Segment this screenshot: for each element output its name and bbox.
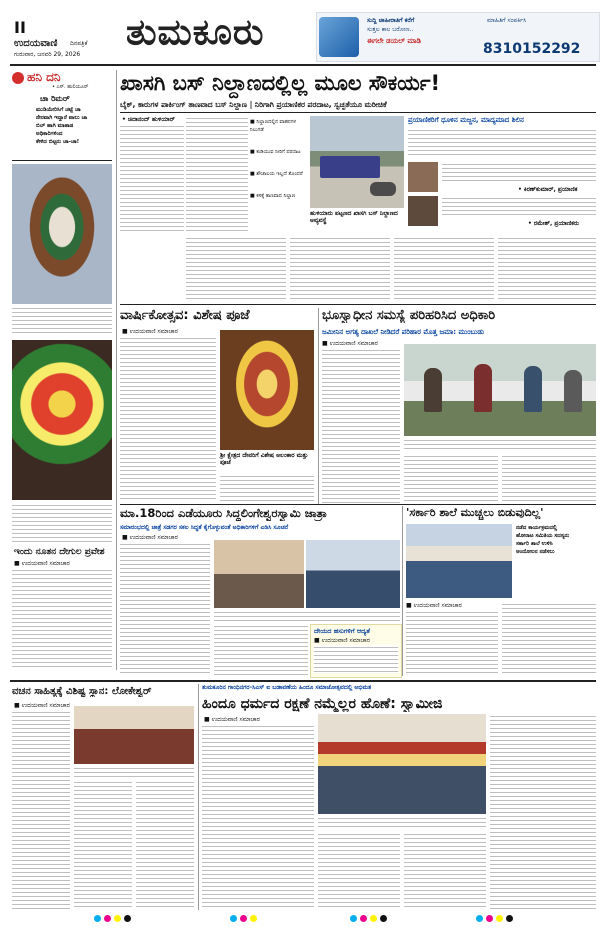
issue-date: ಗುರುವಾರ, ಜನವರಿ 29, 2026	[14, 51, 81, 58]
lead-text-bottom-1	[186, 236, 286, 300]
box-headline: ದೇಯದ ಹಸುಗಳಿಗೆ ಆದ್ಯತೆ	[314, 627, 370, 635]
lead-box	[408, 116, 596, 234]
registration-dot	[240, 915, 247, 922]
story-headline: 'ಸರ್ಕಾರಿ ಶಾಲೆ ಮುಚ್ಚಲು ಬಿಡುವುದಿಲ್ಲ'	[406, 506, 544, 519]
box-line: ಸರ್ಕಾರಿ ಶಾಲೆ ಉಳಿಸಿ	[516, 541, 553, 547]
column-logo-block	[12, 70, 108, 92]
bus-shape	[320, 156, 380, 178]
bottom-section-rule	[10, 680, 596, 682]
story-text	[318, 832, 400, 910]
lead-box-text	[408, 128, 596, 158]
story-text	[74, 780, 132, 910]
story-text	[322, 348, 400, 504]
masthead-ad	[316, 12, 600, 62]
registration-dot	[360, 915, 367, 922]
story-text	[202, 724, 314, 910]
story-text	[404, 832, 486, 910]
story-subhead: ಸಮಾರಂಭದಲ್ಲಿ ಜಾತ್ರೆ ಸಡಗರ ಸಕಲ ಸಿದ್ಧತೆ ಕೈಗೊಳ್ಳುವಂತೆ ಅಧಿಕಾರಿಗಳಿಗೆ ಎಡಿಸಿ ಸೂಚನೆ	[120, 524, 289, 531]
box-line: ಆಂದೋಲನ ನಡೆಸಲು	[516, 549, 555, 555]
poem-line: ಮುಡಿಯೇರಿಸಿಗೆ ಚಟ್ಟೆ ಚಾ	[36, 107, 81, 113]
district-title: ತುಮಕೂರು	[126, 12, 265, 53]
story-text	[12, 710, 70, 910]
jatra-meeting-photo	[214, 540, 304, 608]
story-text	[220, 474, 314, 502]
ad-line-3: ಈಗಲೇ ಡಯಲ್ ಮಾಡಿ	[367, 37, 421, 45]
masthead	[0, 0, 600, 64]
lead-byline: • ಚಿದಾನಂದ್ ಹುಳಿಯಾರ್	[122, 116, 175, 123]
column-logo: ಹನಿ ದನಿ	[27, 70, 61, 84]
bullet-item: ■ ಕಸಕ್ಕೆ ತಾಣವಾದ ನಿಲ್ದಾಣ	[250, 193, 296, 199]
column-subhead: ಚಾ ರಿಮರ್	[40, 94, 70, 103]
story-kicker	[202, 684, 596, 694]
school-quote-box	[516, 524, 596, 598]
box-byline: ■ ಉದಯವಾಣಿ ಸಮಾಚಾರ	[314, 637, 370, 644]
lead-text-bottom-4	[498, 236, 596, 300]
box-line: ನಡೆದ ಕಾರ್ಯಕ್ರಮದಲ್ಲಿ	[516, 525, 558, 531]
samajotsava-crowd-photo	[318, 714, 486, 814]
story-text	[406, 610, 498, 676]
registration-dot	[476, 915, 483, 922]
bike-shape	[370, 182, 396, 196]
school-protest-photo	[406, 524, 512, 598]
person-shape	[564, 370, 582, 412]
flower-decoration-photo	[12, 340, 112, 500]
story-headline: ವಾರ್ಷಿಕೋತ್ಸವ: ವಿಶೇಷ ಪೂಜೆ	[120, 308, 250, 323]
registration-dot	[94, 915, 101, 922]
vachana-event-photo	[74, 706, 194, 764]
story-byline: ■ ಉದಯವಾಣಿ ಸಮಾಚಾರ	[122, 328, 178, 335]
box-line: ಹೋರಾಟ ಸಮಿತಿಯ ಸದಸ್ಯರು	[516, 533, 570, 539]
story-headline: ವಚನ ಸಾಹಿತ್ಯಕ್ಕೆ ವಿಶಿಷ್ಟ ಸ್ಥಾನ: ಲೋಕೇಶ್ವರ್	[12, 686, 152, 697]
column-author: • ಎಸ್. ಹುಲಿಯೂರ್	[52, 84, 89, 90]
story-subhead: ಜಮೀನಿನ ಅಗತ್ಯ ದಾಖಲೆ ನೀಡಿದರೆ ಪರಿಹಾರ ಮೊತ್ತ ಜಮಾ: ಮುಂಬುಡು	[322, 328, 485, 336]
story-text	[214, 624, 308, 676]
story-photo-caption: ಶ್ರೀ ಕ್ಷೇತ್ರದ ದೇವರಿಗೆ ವಿಶೇಷ ಅಲಂಕಾರ ಮತ್ತು ಪೂಜೆ	[220, 452, 308, 466]
story-headline: ಮಾ.18ರಿಂದ ಎಡೆಯೂರು ಸಿದ್ಧಲಿಂಗೇಶ್ವರಸ್ವಾಮಿ ಜಾತ್ರಾ	[120, 506, 328, 520]
bullet-item: ■ ಕುಡಿಯುವ ನೀರಿಗೆ ಪರದಾಟ	[250, 149, 301, 155]
column-rule	[198, 684, 199, 910]
story-headline: ಇಂದು ನೂತನ ದೇಗುಲ ಪ್ರವೇಶ	[14, 547, 105, 557]
bullet-item: ■ ನಿಲ್ದಾಣದಲ್ಲಿನ ವಾಹನಗಳ ನಿಲುಗಡೆ	[250, 119, 297, 133]
kicker-text: ತುಮಕೂರಿನ ಗಾಂಧಿನಗರ-ಸಿಎಸ್ ಐ ಬಡಾವಣೆಯ ಹಿಂದೂ ಸಮಾಜೋತ್ಸವದಲ್ಲಿ ಅಭಿಮತ	[202, 684, 372, 691]
quote2-byline: • ರಮೇಶ್, ಪ್ರಯಾಣಿಕರು	[528, 220, 580, 227]
story-text	[502, 602, 596, 676]
print-registration-marks	[0, 912, 600, 926]
section-rule	[120, 304, 596, 305]
column-poem	[36, 106, 114, 146]
poem-line: ಬಿಲ್ ಹಾಗಿ ಮಾತಾಡ	[36, 123, 74, 129]
temple-deity-photo	[12, 164, 112, 304]
ad-phone: 8310152292	[483, 41, 581, 57]
lead-headline: ಖಾಸಗಿ ಬಸ್ ನಿಲ್ದಾಣದಲ್ಲಿಲ್ಲ ಮೂಲ ಸೌಕರ್ಯ!	[120, 71, 441, 95]
lead-subhead: ಬೈಕ್, ಕಾರುಗಳ ಪಾರ್ಕಿಂಗ್ ತಾಣವಾದ ಬಸ್ ನಿಲ್ದಾಣ | ನಿರಿಗಾಗಿ ಪ್ರಯಾಣಿಕರ ಪರದಾಟ, ಸ್ವಚ್ಛತೆಯೂ ಮರೀಚಿಕೆ	[120, 100, 387, 109]
story-text	[120, 542, 210, 674]
column-divider	[12, 160, 112, 161]
paper-name: ಉದಯವಾಣಿ	[14, 38, 58, 49]
lead-photo-caption: ಹುಳಿಯಾರು ಪಟ್ಟಣದ ಖಾಸಗಿ ಬಸ್ ನಿಲ್ದಾಣದ ಅವ್ಯವಸ್ಥೆ	[310, 210, 398, 224]
story-text	[136, 780, 194, 910]
ad-caption: ಮಾಹಿತಿಗೆ ಸಂಪರ್ಕಿಸಿ	[487, 17, 527, 24]
deity-decoration-photo	[220, 330, 314, 450]
lead-text-col-1	[120, 124, 184, 232]
registration-dot	[350, 915, 357, 922]
masthead-rule	[10, 64, 596, 66]
story-text	[502, 454, 596, 504]
story-photo-caption-lines	[214, 610, 400, 622]
ad-line-1: ಸುದ್ದಿ ಜಾಹೀರಾತಿಗೆ ಕರೆಗೆ	[367, 17, 415, 24]
registration-dot	[380, 915, 387, 922]
registration-dot	[230, 915, 237, 922]
story-text	[12, 568, 112, 670]
poem-line: ಕೇಳಿದ ಬಿಟ್ಟರು ಚಾ-ಚಾ!	[36, 139, 80, 145]
story-byline: ■ ಉದಯವಾಣಿ ಸಮಾಚಾರ	[122, 534, 178, 541]
story-headline: ಭೂಸ್ವಾಧೀನ ಸಮಸ್ಯೆ ಪರಿಹರಿಸಿದ ಅಧಿಕಾರಿ	[322, 308, 496, 323]
registration-dot	[114, 915, 121, 922]
photo-caption-lines	[12, 306, 112, 336]
bullet-item: ■ ಶೌಚಾಲಯ ಇಲ್ಲದೆ ತೊಂದರೆ	[250, 171, 303, 177]
lead-bullets	[250, 118, 308, 200]
lead-text-bottom-3	[394, 236, 494, 300]
registration-dot	[124, 915, 131, 922]
story-photo-caption-lines	[318, 816, 486, 830]
edition-label: ದಿನಪತ್ರಿಕೆ	[70, 40, 88, 47]
story-photo-caption-lines	[74, 766, 194, 778]
quote1-text	[442, 162, 596, 184]
lead-box-title: ಪ್ರಯಾಣಿಕರಿಗೆ ಧೂಳಿನ ಮಜ್ಜನ, ಮಾದ್ಯಮಾದ ಶಿಲಿನ	[408, 116, 524, 124]
column-rule	[318, 308, 319, 504]
section-rule	[120, 504, 596, 505]
person-shape	[424, 368, 442, 412]
lead-subhead-rule	[120, 112, 596, 113]
quote2-text	[442, 196, 596, 218]
left-column-rule	[116, 70, 117, 670]
poem-line: ನೇರವಾಗಿ ಇದ್ದಾರೆ ಪಾಲು ಚಾ	[36, 115, 88, 121]
quote1-byline: • ಕಿರಣ್‌ಕುಮಾರ್, ಪ್ರಯಾಣಿಕ	[518, 186, 578, 193]
box-text	[314, 645, 398, 673]
registration-dot	[506, 915, 513, 922]
lead-text-col-2	[186, 116, 248, 232]
story-text	[120, 336, 216, 502]
column-rule	[402, 506, 403, 676]
story-byline: ■ ಉದಯವಾಣಿ ಸಮಾಚಾರ	[14, 560, 70, 567]
bus-stand-photo	[310, 116, 404, 208]
passenger-photo	[408, 196, 438, 226]
story-box	[310, 624, 402, 678]
story-text	[490, 714, 596, 910]
registration-dot	[250, 915, 257, 922]
registration-dot	[496, 915, 503, 922]
story-byline: ■ ಉದಯವಾಣಿ ಸಮಾಚಾರ	[204, 716, 260, 723]
registration-dot	[370, 915, 377, 922]
jatra-officials-photo	[306, 540, 400, 608]
registration-dot	[104, 915, 111, 922]
story-byline: ■ ಉದಯವಾಣಿ ಸಮಾಚಾರ	[406, 602, 462, 609]
photo-caption-lines	[12, 503, 112, 543]
passenger-photo	[408, 162, 438, 192]
lead-text-bottom-2	[290, 236, 390, 300]
story-headline: ಹಿಂದೂ ಧರ್ಮದ ರಕ್ಷಣೆ ನಮ್ಮೆಲ್ಲರ ಹೊಣೆ: ಸ್ವಾಮೀಜಿ	[202, 696, 443, 712]
poem-line: ಅಧಿಕಾರಿಗಳಿಂದ	[36, 131, 63, 137]
page-number: II	[14, 18, 26, 37]
ad-line-2: ಸುತ್ತಲ ಕಾಲ ಬರೋಣ..	[367, 26, 414, 33]
ad-phone-image	[319, 17, 359, 57]
officials-meeting-photo	[404, 344, 596, 436]
story-text	[404, 454, 498, 504]
story-byline: ■ ಉದಯವಾಣಿ ಸಮಾಚಾರ	[14, 702, 70, 709]
registration-dot	[486, 915, 493, 922]
story-photo-caption-lines	[404, 438, 596, 452]
story-byline: ■ ಉದಯವಾಣಿ ಸಮಾಚಾರ	[322, 340, 378, 347]
person-shape	[474, 364, 492, 412]
column-logo-icon	[12, 72, 24, 84]
person-shape	[524, 366, 542, 412]
